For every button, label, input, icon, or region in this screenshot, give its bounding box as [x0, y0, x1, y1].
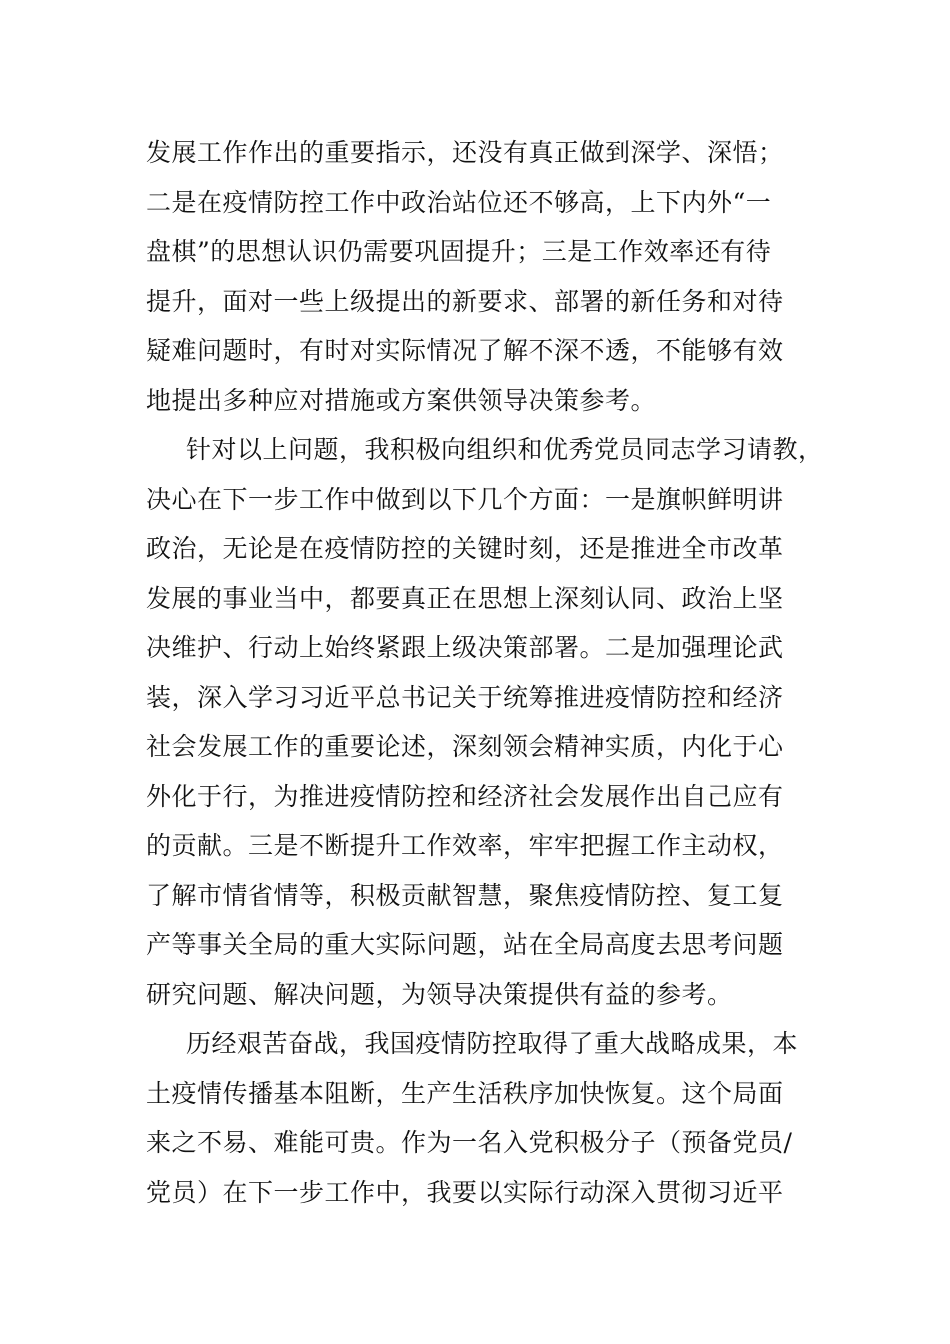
text-line: 针对以上问题，我积极向组织和优秀党员同志学习请教， [186, 435, 824, 464]
text-line: 政治，无论是在疫情防控的关键时刻，还是推进全市改革 [146, 534, 784, 563]
text-line: 决维护、行动上始终紧跟上级决策部署。二是加强理论武 [146, 633, 784, 662]
document-body [146, 128, 824, 1217]
text-line: 的贡献。三是不断提升工作效率，牢牢把握工作主动权， [146, 831, 784, 860]
text-line: 提升，面对一些上级提出的新要求、部署的新任务和对待 [146, 286, 784, 316]
text-line: 党员）在下一步工作中，我要以实际行动深入贯彻习近平 [146, 1177, 784, 1207]
text-line: 盘棋”的思想认识仍需要巩固提升；三是工作效率还有待 [146, 237, 772, 266]
text-line: 发展工作作出的重要指示，还没有真正做到深学、深悟； [146, 138, 784, 167]
text-line: 来之不易、难能可贵。作为一名入党积极分子（预备党员/ [146, 1128, 793, 1157]
text-line: 外化于行，为推进疫情防控和经济社会发展作出自己应有 [146, 781, 784, 811]
text-line: 产等事关全局的重大实际问题，站在全局高度去思考问题 [146, 930, 784, 959]
text-line: 了解市情省情等，积极贡献智慧，聚焦疫情防控、复工复 [146, 880, 784, 910]
text-line: 装，深入学习习近平总书记关于统筹推进疫情防控和经济 [146, 682, 784, 712]
text-line: 研究问题、解决问题，为领导决策提供有益的参考。 [146, 979, 733, 1009]
text-line: 决心在下一步工作中做到以下几个方面：一是旗帜鲜明讲 [146, 484, 784, 514]
text-line: 疑难问题时，有时对实际情况了解不深不透，不能够有效 [146, 336, 784, 365]
paragraph-3 [146, 1019, 818, 1217]
text-line: 土疫情传播基本阻断，生产生活秩序加快恢复。这个局面 [146, 1078, 784, 1108]
text-line: 社会发展工作的重要论述，深刻领会精神实质，内化于心 [146, 732, 784, 761]
paragraph-1 [146, 128, 818, 425]
text-line: 地提出多种应对措施或方案供领导决策参考。 [146, 385, 657, 415]
paragraph-2 [146, 425, 824, 1019]
text-line: 二是在疫情防控工作中政治站位还不够高，上下内外“一 [146, 187, 772, 217]
text-line: 历经艰苦奋战，我国疫情防控取得了重大战略成果，本 [186, 1029, 799, 1058]
text-line: 发展的事业当中，都要真正在思想上深刻认同、政治上坚 [146, 583, 784, 613]
